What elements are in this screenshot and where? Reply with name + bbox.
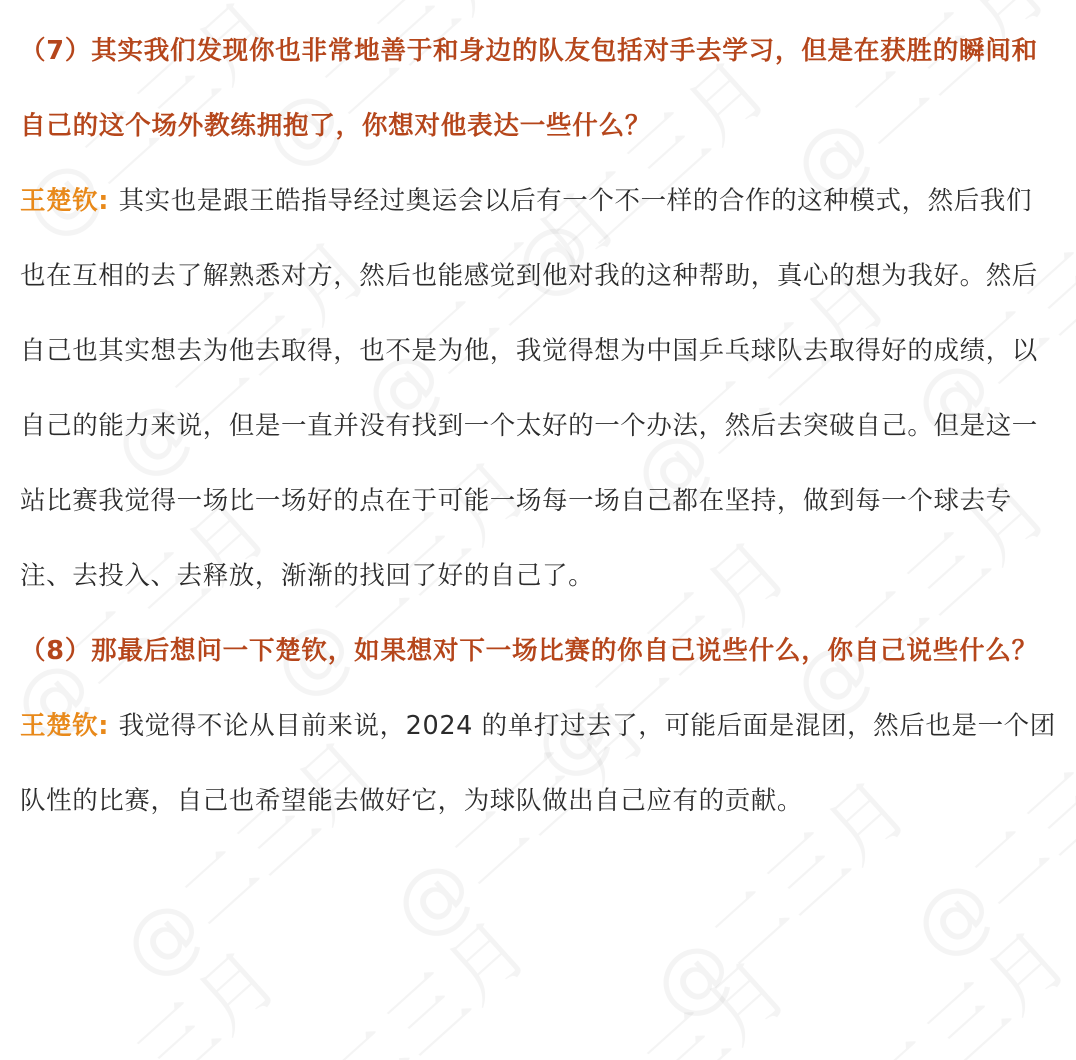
watermark-text <box>244 890 549 1060</box>
watermark-text <box>784 900 1076 1060</box>
question-8: （8）那最后想问一下楚钦，如果想对下一场比赛的你自己说些什么，你自己说些什么？ <box>20 636 1038 666</box>
answer-text: 我觉得不论从目前来说，2024 的单打过去了，可能后面是混团，然后也是一个团队性的比赛，自己也希望能去做好它，为球队做出自己应有的贡献。 <box>20 711 1056 816</box>
watermark-text <box>504 930 809 1060</box>
question-7: （7）其实我们发现你也非常地善于和身边的队友包括对手去学习，但是在获胜的瞬间和自己的这个场外教练拥抱了，你想对他表达一些什么？ <box>20 36 1038 141</box>
speaker-name: 王楚钦: <box>20 186 119 216</box>
speaker-name: 王楚钦: <box>20 711 119 741</box>
answer-text: 其实也是跟王皓指导经过奥运会以后有一个不一样的合作的这种模式，然后我们也在互相的去了解熟悉对方，然后也能感觉到他对我的这种帮助，真心的想为我好。然后自己也其实想去为他去取得，也不是为他，我觉得想为中国乒乓球队去取得好的成绩，以自己的能力来说，但是一直并没有找到一个太好的一个办法，然后去突破自己。但是这一站比赛我觉得一场比一场好的点在于可能一场每一场自己都在坚持，做到每一个球去专注、去投入、去释放，渐渐的找回了好的自己了。 <box>20 186 1038 591</box>
watermark-text <box>0 920 298 1060</box>
answer-7 <box>20 164 1058 614</box>
answer-8 <box>20 689 1058 839</box>
